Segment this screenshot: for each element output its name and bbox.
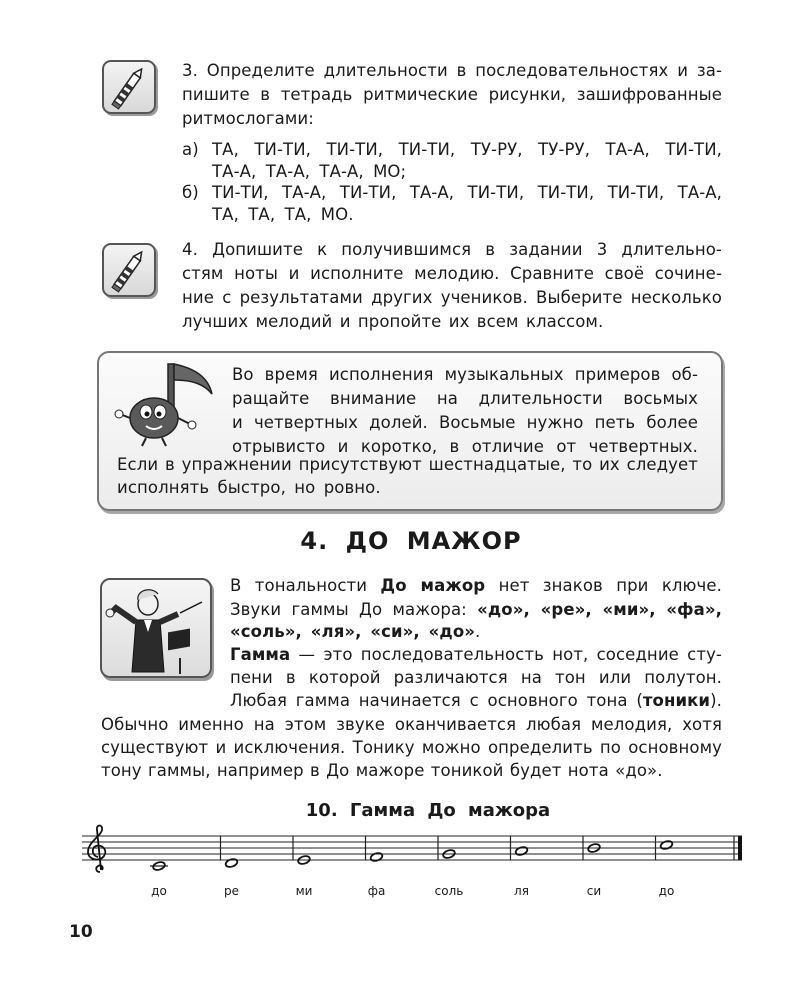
music-staff: [0, 820, 800, 890]
treble-clef-icon: [88, 826, 105, 873]
task3-line2: пишите в тетрадь ритмические рисунки, зашифрованные: [182, 85, 722, 104]
note-name-label: ми: [295, 884, 313, 898]
body-line5: пени в которой различаются на тон или полутон.: [230, 668, 722, 687]
task4-line2: стям ноты и исполните мелодию. Сравните своё сочине-: [182, 264, 722, 283]
body-line3: [230, 620, 722, 644]
task3-b-line2: ТА, ТА, ТА, МО.: [212, 205, 354, 224]
body-line7: Обычно именно на этом звуке оканчивается любая мелодия, хотя: [101, 715, 722, 734]
whole-note: [225, 858, 239, 869]
note-name-label: фа: [367, 884, 386, 898]
conductor-picture: [100, 578, 212, 678]
info-line1: Во время исполнения музыкальных примеров об-: [232, 365, 698, 384]
pencil-icon-box: [102, 60, 156, 114]
pencil-icon: [104, 245, 154, 295]
whole-note: [660, 840, 674, 851]
body-line1: [230, 574, 722, 598]
body-bold: «до», «ре», «ми», «фа»,: [477, 600, 723, 619]
body-line2: [230, 598, 722, 622]
task3-a-label: а): [182, 140, 199, 159]
body-line6: [230, 689, 722, 713]
info-line4: отрывисто и коротко, в отличие от четвертных.: [232, 437, 698, 456]
page-number: 10: [69, 922, 93, 942]
task4-line1: 4. Допишите к получившимся в задании 3 длительно-: [182, 240, 722, 259]
note-name-label: си: [586, 884, 602, 898]
body-line8: существуют и исключения. Тонику можно определить по основному: [101, 738, 722, 757]
info-line6: исполнять быстро, но ровно.: [117, 478, 381, 497]
body-line9: тону гаммы, например в До мажоре тоникой будет нота «до».: [101, 761, 663, 780]
music-note-mascot-icon: [108, 358, 218, 448]
section-title: 4. ДО МАЖОР: [300, 527, 522, 555]
body-text: ).: [710, 691, 722, 710]
info-line2: ращайте внимание на длительности восьмых: [232, 389, 698, 408]
note-name-label: соль: [434, 884, 464, 898]
note-name-label: ля: [514, 884, 529, 898]
body-text: .: [475, 622, 481, 641]
task4-line4: лучших мелодий и пропойте их всем классом.: [182, 312, 604, 331]
body-text: нет знаков при ключе.: [485, 576, 722, 595]
body-bold: До мажор: [380, 576, 486, 595]
body-bold: Гамма: [230, 645, 291, 664]
info-line5: Если в упражнении присутствуют шестнадцатые, то их следует: [117, 455, 698, 474]
pencil-icon-box-2: [102, 243, 156, 297]
body-text: Звуки гаммы До мажора:: [230, 600, 478, 619]
task3-a-line1: ТА, ТИ-ТИ, ТИ-ТИ, ТИ-ТИ, ТУ-РУ, ТУ-РУ, ТА-А, ТИ-ТИ,: [212, 140, 722, 159]
task3-line1: 3. Определите длительности в последовательностях и за-: [182, 61, 722, 80]
body-text: Любая гамма начинается с основного тона (: [230, 691, 643, 710]
info-line3: и четвертных долей. Восьмые нужно петь более: [232, 413, 698, 432]
body-bold: «соль», «ля», «си», «до»: [230, 622, 476, 641]
pencil-icon: [104, 62, 154, 112]
task4-line3: ние с результатами других учеников. Выберите несколько: [182, 288, 722, 307]
staff-lines: [82, 836, 742, 860]
body-text: — это последовательность нот, соседние сту-: [290, 645, 722, 664]
notes: [150, 840, 673, 872]
note-name-label: до: [658, 884, 675, 898]
note-name-label: ре: [224, 884, 239, 898]
task3-b-label: б): [182, 183, 199, 202]
whole-note: [515, 846, 529, 857]
body-bold: тоники: [642, 691, 711, 710]
task3-a-line2: ТА-А, ТА-А, ТА-А, МО;: [212, 162, 407, 181]
conductor-icon: [102, 580, 210, 676]
body-text: В тональности: [230, 576, 381, 595]
body-line4: [230, 643, 722, 667]
note-name-label: до: [151, 884, 167, 898]
example-title: 10. Гамма До мажора: [305, 800, 551, 821]
task3-line3: ритмослогами:: [182, 109, 314, 128]
whole-note: [370, 852, 384, 863]
task3-b-line1: ТИ-ТИ, ТА-А, ТИ-ТИ, ТА-А, ТИ-ТИ, ТИ-ТИ, ТИ-ТИ, ТА-А,: [212, 183, 722, 202]
